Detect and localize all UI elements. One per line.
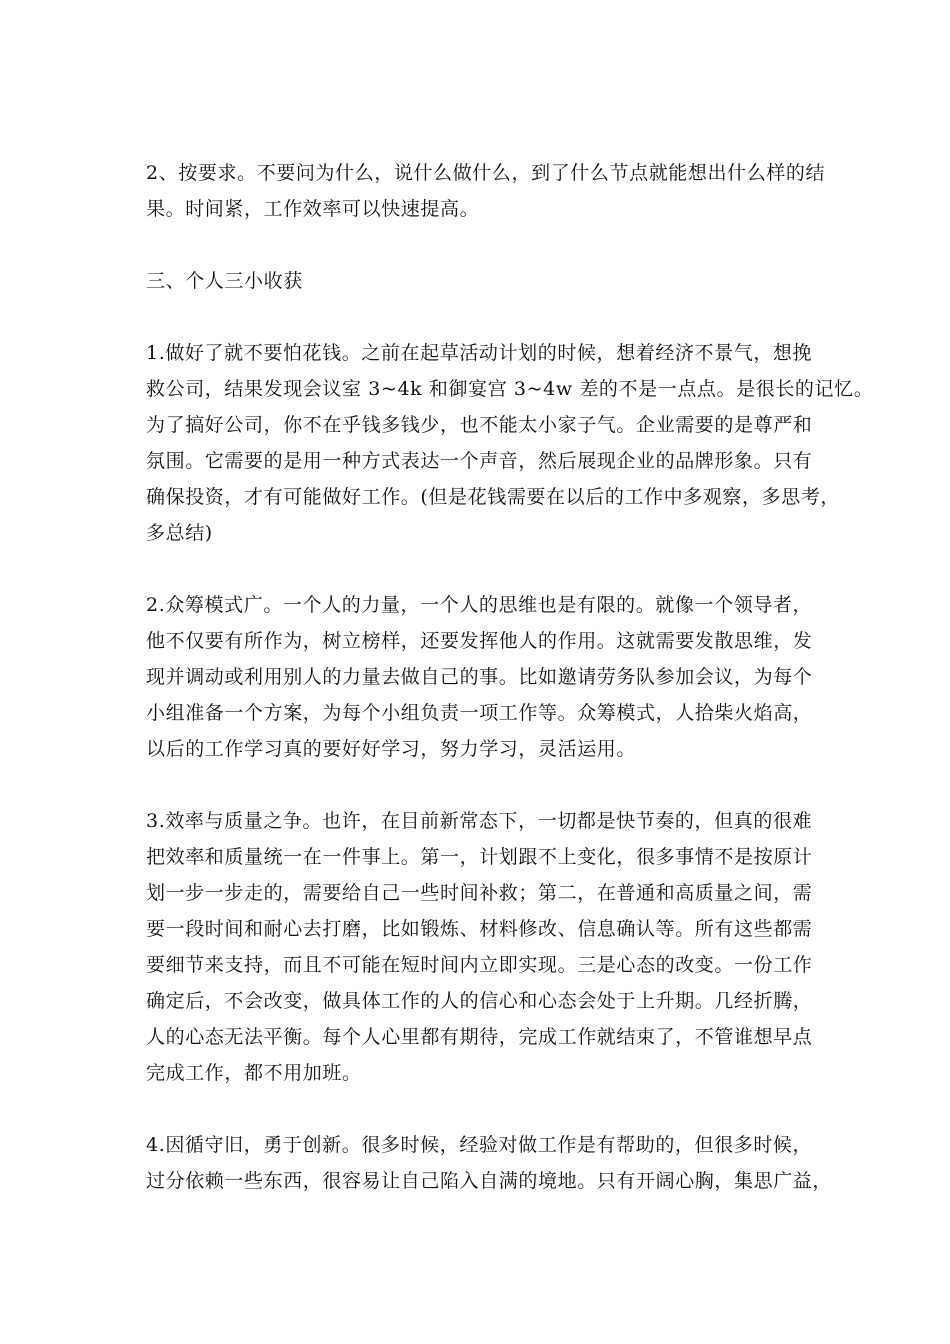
text-line: 划一步一步走的，需要给自己一些时间补救；第二，在普通和高质量之间，需 <box>146 882 813 904</box>
text-line: 为了搞好公司，你不在乎钱多钱少，也不能太小家子气。企业需要的是尊严和 <box>146 414 813 436</box>
text-line: 确定后，不会改变，做具体工作的人的信心和心态会处于上升期。几经折腾， <box>146 990 813 1012</box>
paragraph-requirements <box>146 155 826 227</box>
text-line: 氛围。它需要的是用一种方式表达一个声音，然后展现企业的品牌形象。只有 <box>146 450 813 472</box>
text-line: 确保投资，才有可能做好工作。(但是花钱需要在以后的工作中多观察，多思考， <box>146 486 841 508</box>
text-line: 2.众筹模式广。一个人的力量，一个人的思维也是有限的。就像一个领导者， <box>146 594 813 616</box>
paragraph-innovation <box>146 1127 833 1199</box>
text-line: 把效率和质量统一在一件事上。第一，计划跟不上变化，很多事情不是按原计 <box>146 846 813 868</box>
text-line: 他不仅要有所作为，树立榜样，还要发挥他人的作用。这就需要发散思维，发 <box>146 630 813 652</box>
heading-line: 三、个人三小收获 <box>146 270 303 292</box>
text-line: 过分依赖一些东西，很容易让自己陷入自满的境地。只有开阔心胸，集思广益， <box>146 1170 833 1192</box>
text-line: 完成工作，都不用加班。 <box>146 1062 362 1084</box>
text-line: 1.做好了就不要怕花钱。之前在起草活动计划的时候，想着经济不景气，想挽 <box>146 342 813 364</box>
text-line: 多总结) <box>146 522 213 544</box>
document-body <box>146 155 874 1235</box>
text-line: 要一段时间和耐心去打磨，比如锻炼、材料修改、信息确认等。所有这些都需 <box>146 918 813 940</box>
paragraph-efficiency-quality <box>146 803 826 1091</box>
text-line: 以后的工作学习真的要好好学习，努力学习，灵活运用。 <box>146 738 637 760</box>
text-line: 救公司，结果发现会议室 3~4k 和御宴宫 3~4w 差的不是一点点。是很长的记忆。 <box>146 378 874 400</box>
text-line: 现并调动或利用别人的力量去做自己的事。比如邀请劳务队参加会议，为每个 <box>146 666 813 688</box>
text-line: 果。时间紧，工作效率可以快速提高。 <box>146 198 480 220</box>
paragraph-crowdfunding <box>146 587 826 767</box>
text-line: 4.因循守旧，勇于创新。很多时候，经验对做工作是有帮助的，但很多时候， <box>146 1134 813 1156</box>
text-line: 3.效率与质量之争。也许，在目前新常态下，一切都是快节奏的，但真的很难 <box>146 810 813 832</box>
text-line: 2、按要求。不要问为什么，说什么做什么，到了什么节点就能想出什么样的结 <box>146 162 826 184</box>
paragraph-spending <box>146 335 874 551</box>
text-line: 人的心态无法平衡。每个人心里都有期待，完成工作就结束了，不管谁想早点 <box>146 1026 813 1048</box>
text-line: 要细节来支持，而且不可能在短时间内立即实现。三是心态的改变。一份工作 <box>146 954 813 976</box>
text-line: 小组准备一个方案，为每个小组负责一项工作等。众筹模式，人拾柴火焰高， <box>146 702 813 724</box>
section-heading <box>146 263 826 299</box>
